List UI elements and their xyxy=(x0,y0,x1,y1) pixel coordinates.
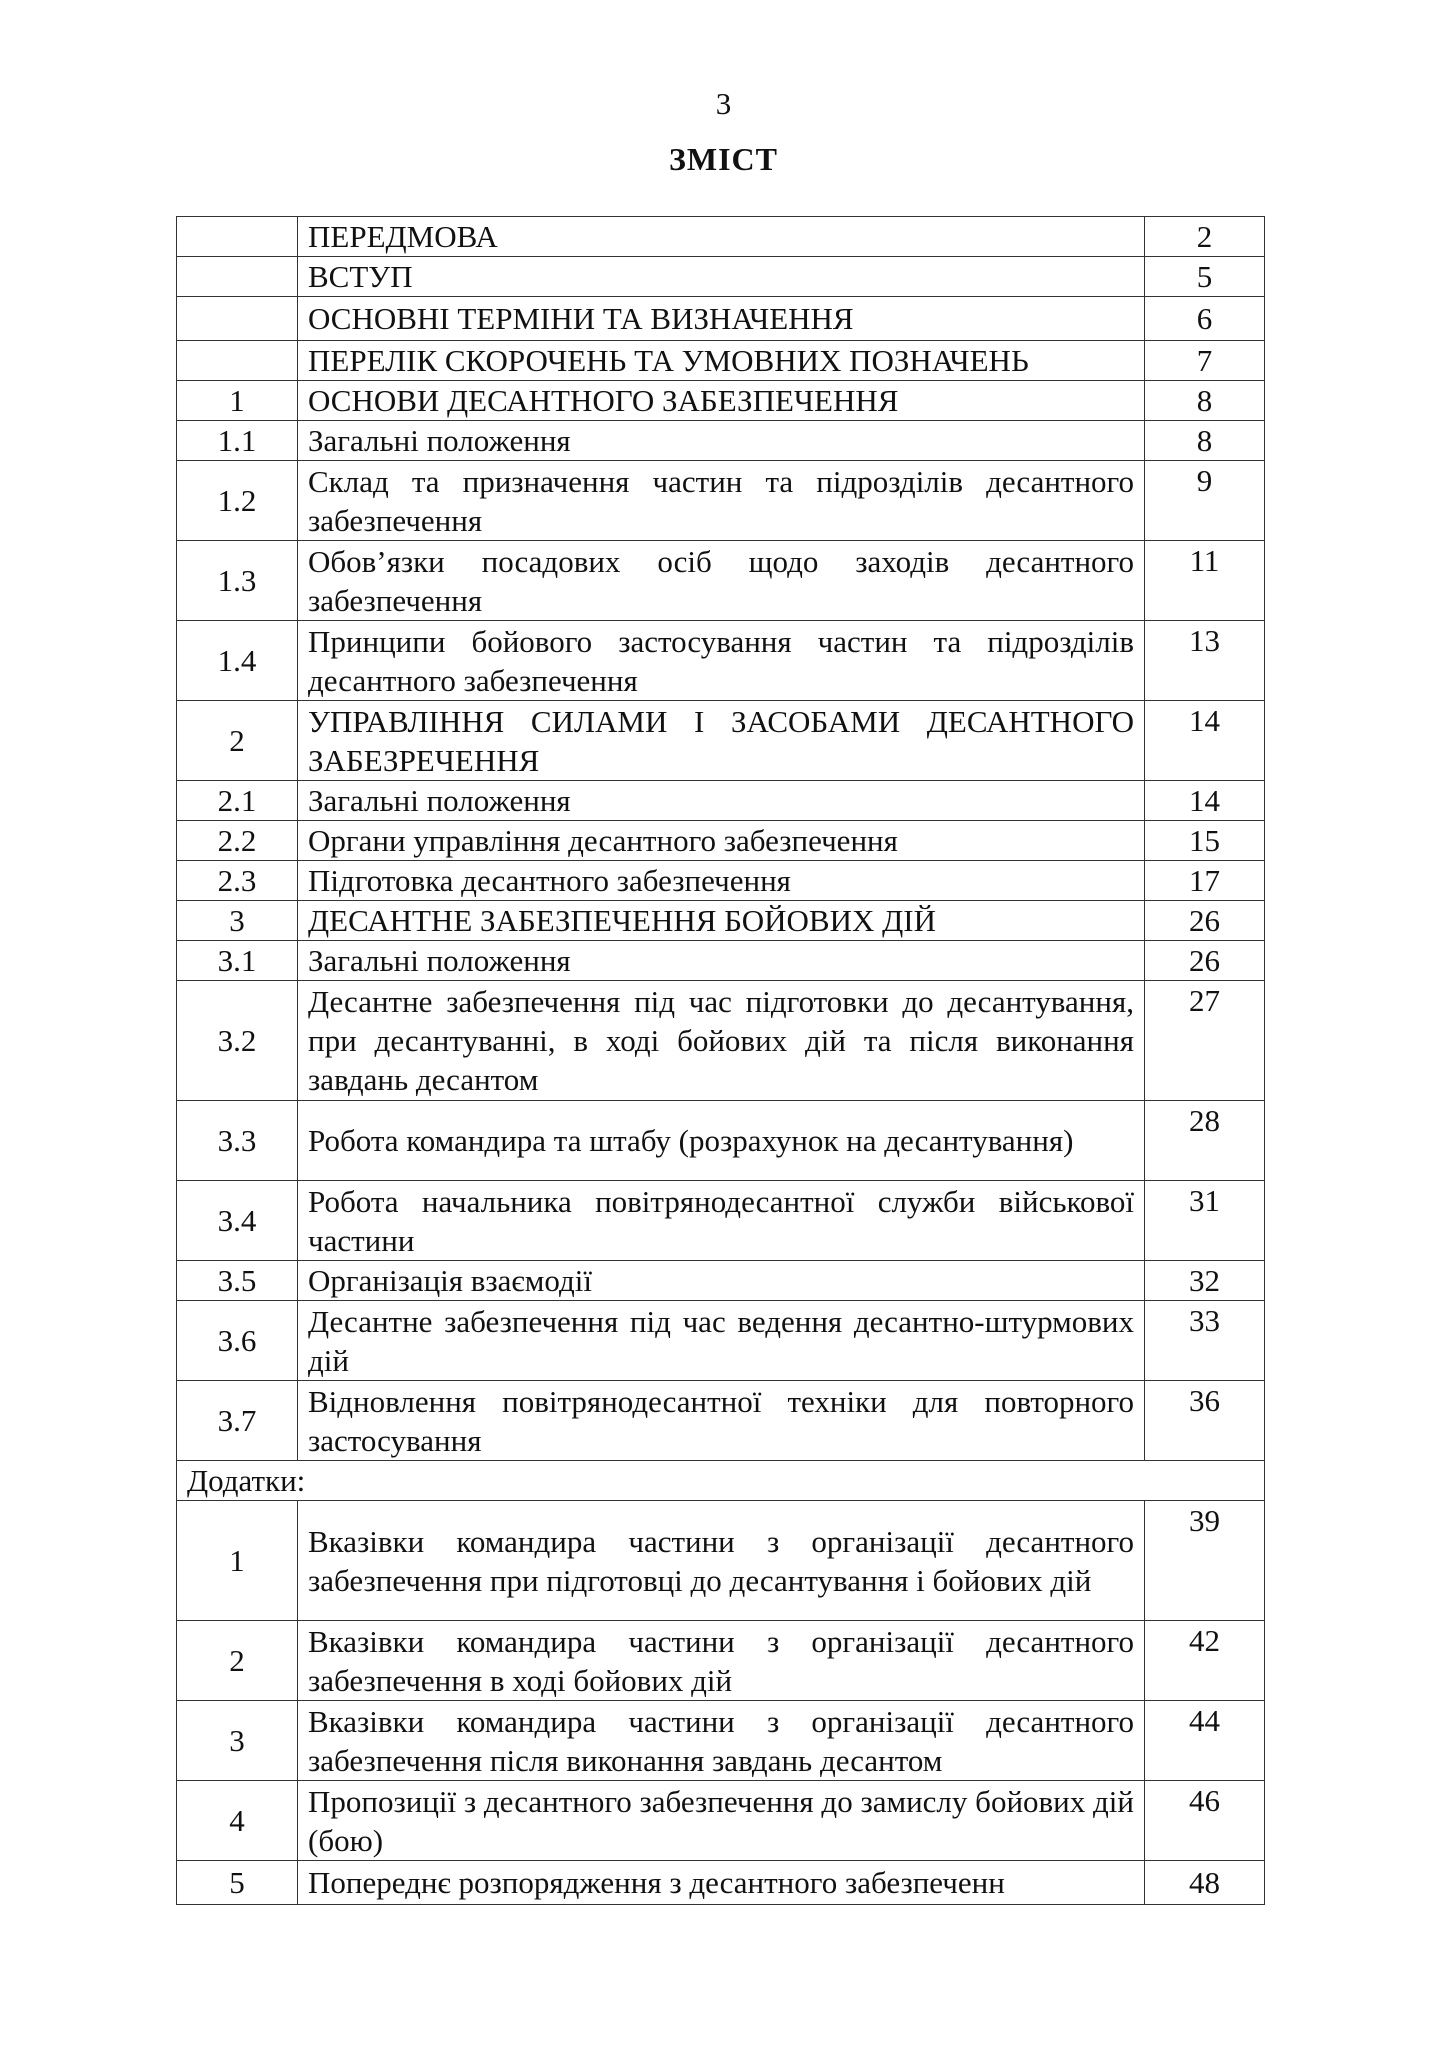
page-number: 3 xyxy=(715,86,732,121)
toc-title: Обов’язки посадових осіб щодо заходів десантного забезпечення xyxy=(298,541,1145,621)
toc-number: 2.3 xyxy=(177,861,298,901)
toc-title: Склад та призначення частин та підрозділів десантного забезпечення xyxy=(298,461,1145,541)
toc-number: 3 xyxy=(177,901,298,941)
toc-title: Органи управління десантного забезпечення xyxy=(298,821,1145,861)
appendix-row xyxy=(177,1621,1265,1701)
toc-number xyxy=(177,297,298,341)
toc-title: Загальні положення xyxy=(298,421,1145,461)
appendix-page: 42 xyxy=(1145,1621,1265,1701)
toc-title: Підготовка десантного забезпечення xyxy=(298,861,1145,901)
toc-page: 5 xyxy=(1145,257,1265,297)
toc-number: 3.4 xyxy=(177,1181,298,1261)
appendix-row xyxy=(177,1501,1265,1621)
table-of-contents xyxy=(176,216,1265,1905)
toc-title: Робота командира та штабу (розрахунок на десантування) xyxy=(298,1101,1145,1181)
toc-page: 17 xyxy=(1145,861,1265,901)
toc-title: ДЕСАНТНЕ ЗАБЕЗПЕЧЕННЯ БОЙОВИХ ДІЙ xyxy=(298,901,1145,941)
appendix-heading-row xyxy=(177,1461,1265,1501)
appendix-title: Вказівки командира частини з організації десантного забезпечення в ході бойових дій xyxy=(298,1621,1145,1701)
toc-row xyxy=(177,1261,1265,1301)
toc-number: 1.2 xyxy=(177,461,298,541)
toc-number: 3.7 xyxy=(177,1381,298,1461)
toc-title: ПЕРЕДМОВА xyxy=(298,217,1145,257)
toc-row xyxy=(177,941,1265,981)
toc-row xyxy=(177,621,1265,701)
appendix-number: 1 xyxy=(177,1501,298,1621)
toc-title: ОСНОВНІ ТЕРМІНИ ТА ВИЗНАЧЕННЯ xyxy=(298,297,1145,341)
appendix-number: 3 xyxy=(177,1701,298,1781)
toc-number: 3.2 xyxy=(177,981,298,1101)
toc-title: Десантне забезпечення під час ведення десантно-штурмових дій xyxy=(298,1301,1145,1381)
toc-row xyxy=(177,217,1265,257)
toc-row xyxy=(177,297,1265,341)
appendix-title: Пропозиції з десантного забезпечення до замислу бойових дій (бою) xyxy=(298,1781,1145,1861)
toc-number xyxy=(177,217,298,257)
toc-title: Принципи бойового застосування частин та підрозділів десантного забезпечення xyxy=(298,621,1145,701)
toc-row xyxy=(177,257,1265,297)
toc-page: 28 xyxy=(1145,1101,1265,1181)
document-title: ЗМІСТ xyxy=(669,141,778,177)
appendix-page: 39 xyxy=(1145,1501,1265,1621)
toc-number: 2.1 xyxy=(177,781,298,821)
toc-page: 26 xyxy=(1145,941,1265,981)
toc-number: 3.1 xyxy=(177,941,298,981)
toc-title: Десантне забезпечення під час підготовки до десантування, при десантуванні, в ході бойових дій та після виконання завдань десантом xyxy=(298,981,1145,1101)
appendix-number: 5 xyxy=(177,1861,298,1905)
toc-number: 3.6 xyxy=(177,1301,298,1381)
toc-number: 1.1 xyxy=(177,421,298,461)
toc-title: УПРАВЛІННЯ СИЛАМИ І ЗАСОБАМИ ДЕСАНТНОГО ЗАБЕЗРЕЧЕННЯ xyxy=(298,701,1145,781)
toc-page: 9 xyxy=(1145,461,1265,541)
appendix-title: Вказівки командира частини з організації десантного забезпечення при підготовці до десантування і бойових дій xyxy=(298,1501,1145,1621)
toc-row xyxy=(177,901,1265,941)
toc-title: Організація взаємодії xyxy=(298,1261,1145,1301)
appendix-row xyxy=(177,1781,1265,1861)
toc-row xyxy=(177,701,1265,781)
appendix-title: Вказівки командира частини з організації десантного забезпечення після виконання завдань десантом xyxy=(298,1701,1145,1781)
toc-page: 33 xyxy=(1145,1301,1265,1381)
toc-title: ПЕРЕЛІК СКОРОЧЕНЬ ТА УМОВНИХ ПОЗНАЧЕНЬ xyxy=(298,341,1145,381)
toc-number: 1.3 xyxy=(177,541,298,621)
toc-row xyxy=(177,421,1265,461)
appendix-row xyxy=(177,1701,1265,1781)
toc-page: 27 xyxy=(1145,981,1265,1101)
appendix-page: 46 xyxy=(1145,1781,1265,1861)
toc-title: Загальні положення xyxy=(298,781,1145,821)
toc-number: 3.5 xyxy=(177,1261,298,1301)
toc-number xyxy=(177,341,298,381)
toc-page: 11 xyxy=(1145,541,1265,621)
toc-row xyxy=(177,1301,1265,1381)
toc-number xyxy=(177,257,298,297)
toc-page: 26 xyxy=(1145,901,1265,941)
appendix-heading: Додатки: xyxy=(177,1461,1265,1501)
toc-title: ОСНОВИ ДЕСАНТНОГО ЗАБЕЗПЕЧЕННЯ xyxy=(298,381,1145,421)
toc-row xyxy=(177,541,1265,621)
toc-page: 31 xyxy=(1145,1181,1265,1261)
toc-row xyxy=(177,821,1265,861)
toc-row xyxy=(177,781,1265,821)
appendix-page: 48 xyxy=(1145,1861,1265,1905)
toc-row xyxy=(177,1101,1265,1181)
toc-row xyxy=(177,1381,1265,1461)
toc-number: 2.2 xyxy=(177,821,298,861)
toc-row xyxy=(177,461,1265,541)
toc-row xyxy=(177,861,1265,901)
toc-title: Відновлення повітрянодесантної техніки для повторного застосування xyxy=(298,1381,1145,1461)
toc-row xyxy=(177,381,1265,421)
toc-page: 36 xyxy=(1145,1381,1265,1461)
appendix-row xyxy=(177,1861,1265,1905)
toc-page: 2 xyxy=(1145,217,1265,257)
toc-page: 7 xyxy=(1145,341,1265,381)
appendix-number: 4 xyxy=(177,1781,298,1861)
toc-page: 6 xyxy=(1145,297,1265,341)
toc-page: 32 xyxy=(1145,1261,1265,1301)
toc-page: 8 xyxy=(1145,421,1265,461)
toc-page: 14 xyxy=(1145,781,1265,821)
toc-number: 2 xyxy=(177,701,298,781)
toc-number: 1 xyxy=(177,381,298,421)
toc-title: Робота начальника повітрянодесантної служби військової частини xyxy=(298,1181,1145,1261)
appendix-title: Попереднє розпорядження з десантного забезпеченн xyxy=(298,1861,1145,1905)
toc-page: 15 xyxy=(1145,821,1265,861)
toc-page: 14 xyxy=(1145,701,1265,781)
toc-page: 8 xyxy=(1145,381,1265,421)
toc-number: 1.4 xyxy=(177,621,298,701)
toc-page: 13 xyxy=(1145,621,1265,701)
toc-row xyxy=(177,341,1265,381)
toc-title: ВСТУП xyxy=(298,257,1145,297)
appendix-number: 2 xyxy=(177,1621,298,1701)
appendix-page: 44 xyxy=(1145,1701,1265,1781)
toc-number: 3.3 xyxy=(177,1101,298,1181)
toc-title: Загальні положення xyxy=(298,941,1145,981)
toc-row xyxy=(177,981,1265,1101)
toc-row xyxy=(177,1181,1265,1261)
